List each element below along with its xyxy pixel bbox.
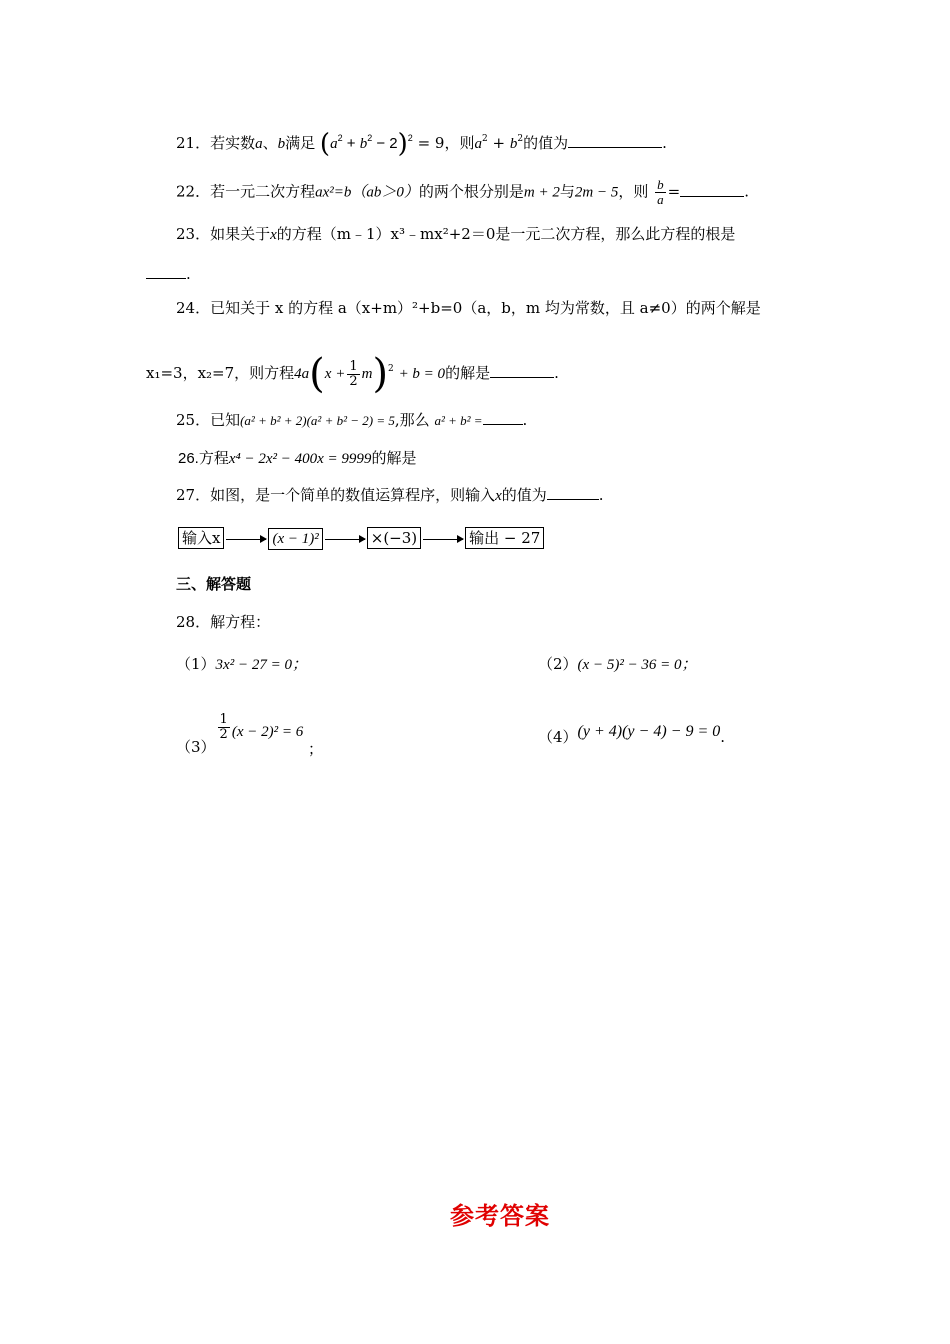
question-28: 28．解方程：: [176, 613, 271, 631]
answer-blank[interactable]: [483, 410, 523, 425]
q28-part-3: （3） $\frac{1}{2}$ (x − 2)² = 6 ；: [176, 712, 324, 758]
question-26: 26.方程x⁴ − 2x² − 400x = 9999的解是: [178, 449, 417, 467]
arrow-right-icon: [423, 539, 463, 540]
q28-part-2: （2）(x − 5)² − 36 = 0；: [538, 655, 697, 673]
question-25: 25．已知(a² + b² + 2)(a² + b² − 2) = 5,那么 a² + b² = .: [176, 411, 528, 429]
program-flowchart: [178, 526, 544, 550]
answer-blank[interactable]: [680, 182, 744, 197]
flow-output-box: 输出 − 27: [465, 527, 544, 549]
question-22: 22．若一元二次方程ax²=b（ab＞0）的两个根分别是m + 2与2m − 5，则 $\frac{b}{a}$ = .: [176, 177, 749, 207]
flow-input-box: 输入x: [178, 527, 224, 549]
answer-blank[interactable]: [146, 264, 186, 279]
flow-multiply-box: ×(−3): [367, 527, 421, 549]
question-21: 21．若实数a、b满足 $(a^2 + b^2 - 2)^2 = 9$，则$a^2 + b^2$的值为 .: [176, 129, 667, 159]
question-23-cont: .: [146, 264, 191, 284]
question-24-cont: x₁=3，x₂=7，则方程4a(x + $\frac{1}{2}$ m)$^2$ + b = 0的解是 .: [146, 351, 559, 397]
q28-part-1: （1）3x² − 27 = 0；: [176, 655, 307, 673]
answer-blank[interactable]: [547, 485, 599, 500]
arrow-right-icon: [226, 539, 266, 540]
flow-square-box: (x − 1)²: [268, 528, 322, 550]
answer-blank[interactable]: [568, 133, 662, 148]
question-27: 27．如图，是一个简单的数值运算程序，则输入x的值为 .: [176, 486, 604, 504]
fraction-one-half: $\frac{1}{2}$: [219, 712, 228, 742]
fraction-b-over-a: $\frac{b}{a}$: [657, 177, 664, 207]
question-23: 23．如果关于x的方程（m﹣1）x³﹣mx²+2＝0是一元二次方程，那么此方程的根是: [176, 225, 736, 243]
answer-blank[interactable]: [490, 363, 554, 378]
fraction-one-half: $\frac{1}{2}$: [349, 358, 358, 389]
arrow-right-icon: [325, 539, 365, 540]
section-title: 三、解答题: [176, 575, 252, 593]
answer-section-title: 参考答案: [450, 1202, 550, 1230]
q21-equation: $(a^2 + b^2 - 2)^2$: [319, 129, 413, 159]
q28-part-4: （4）(y + 4)(y − 4) − 9 = 0.: [538, 723, 726, 746]
question-24: 24．已知关于 x 的方程 a（x+m）²+b=0（a，b，m 均为常数，且 a≠0）的两个解是: [176, 299, 761, 317]
